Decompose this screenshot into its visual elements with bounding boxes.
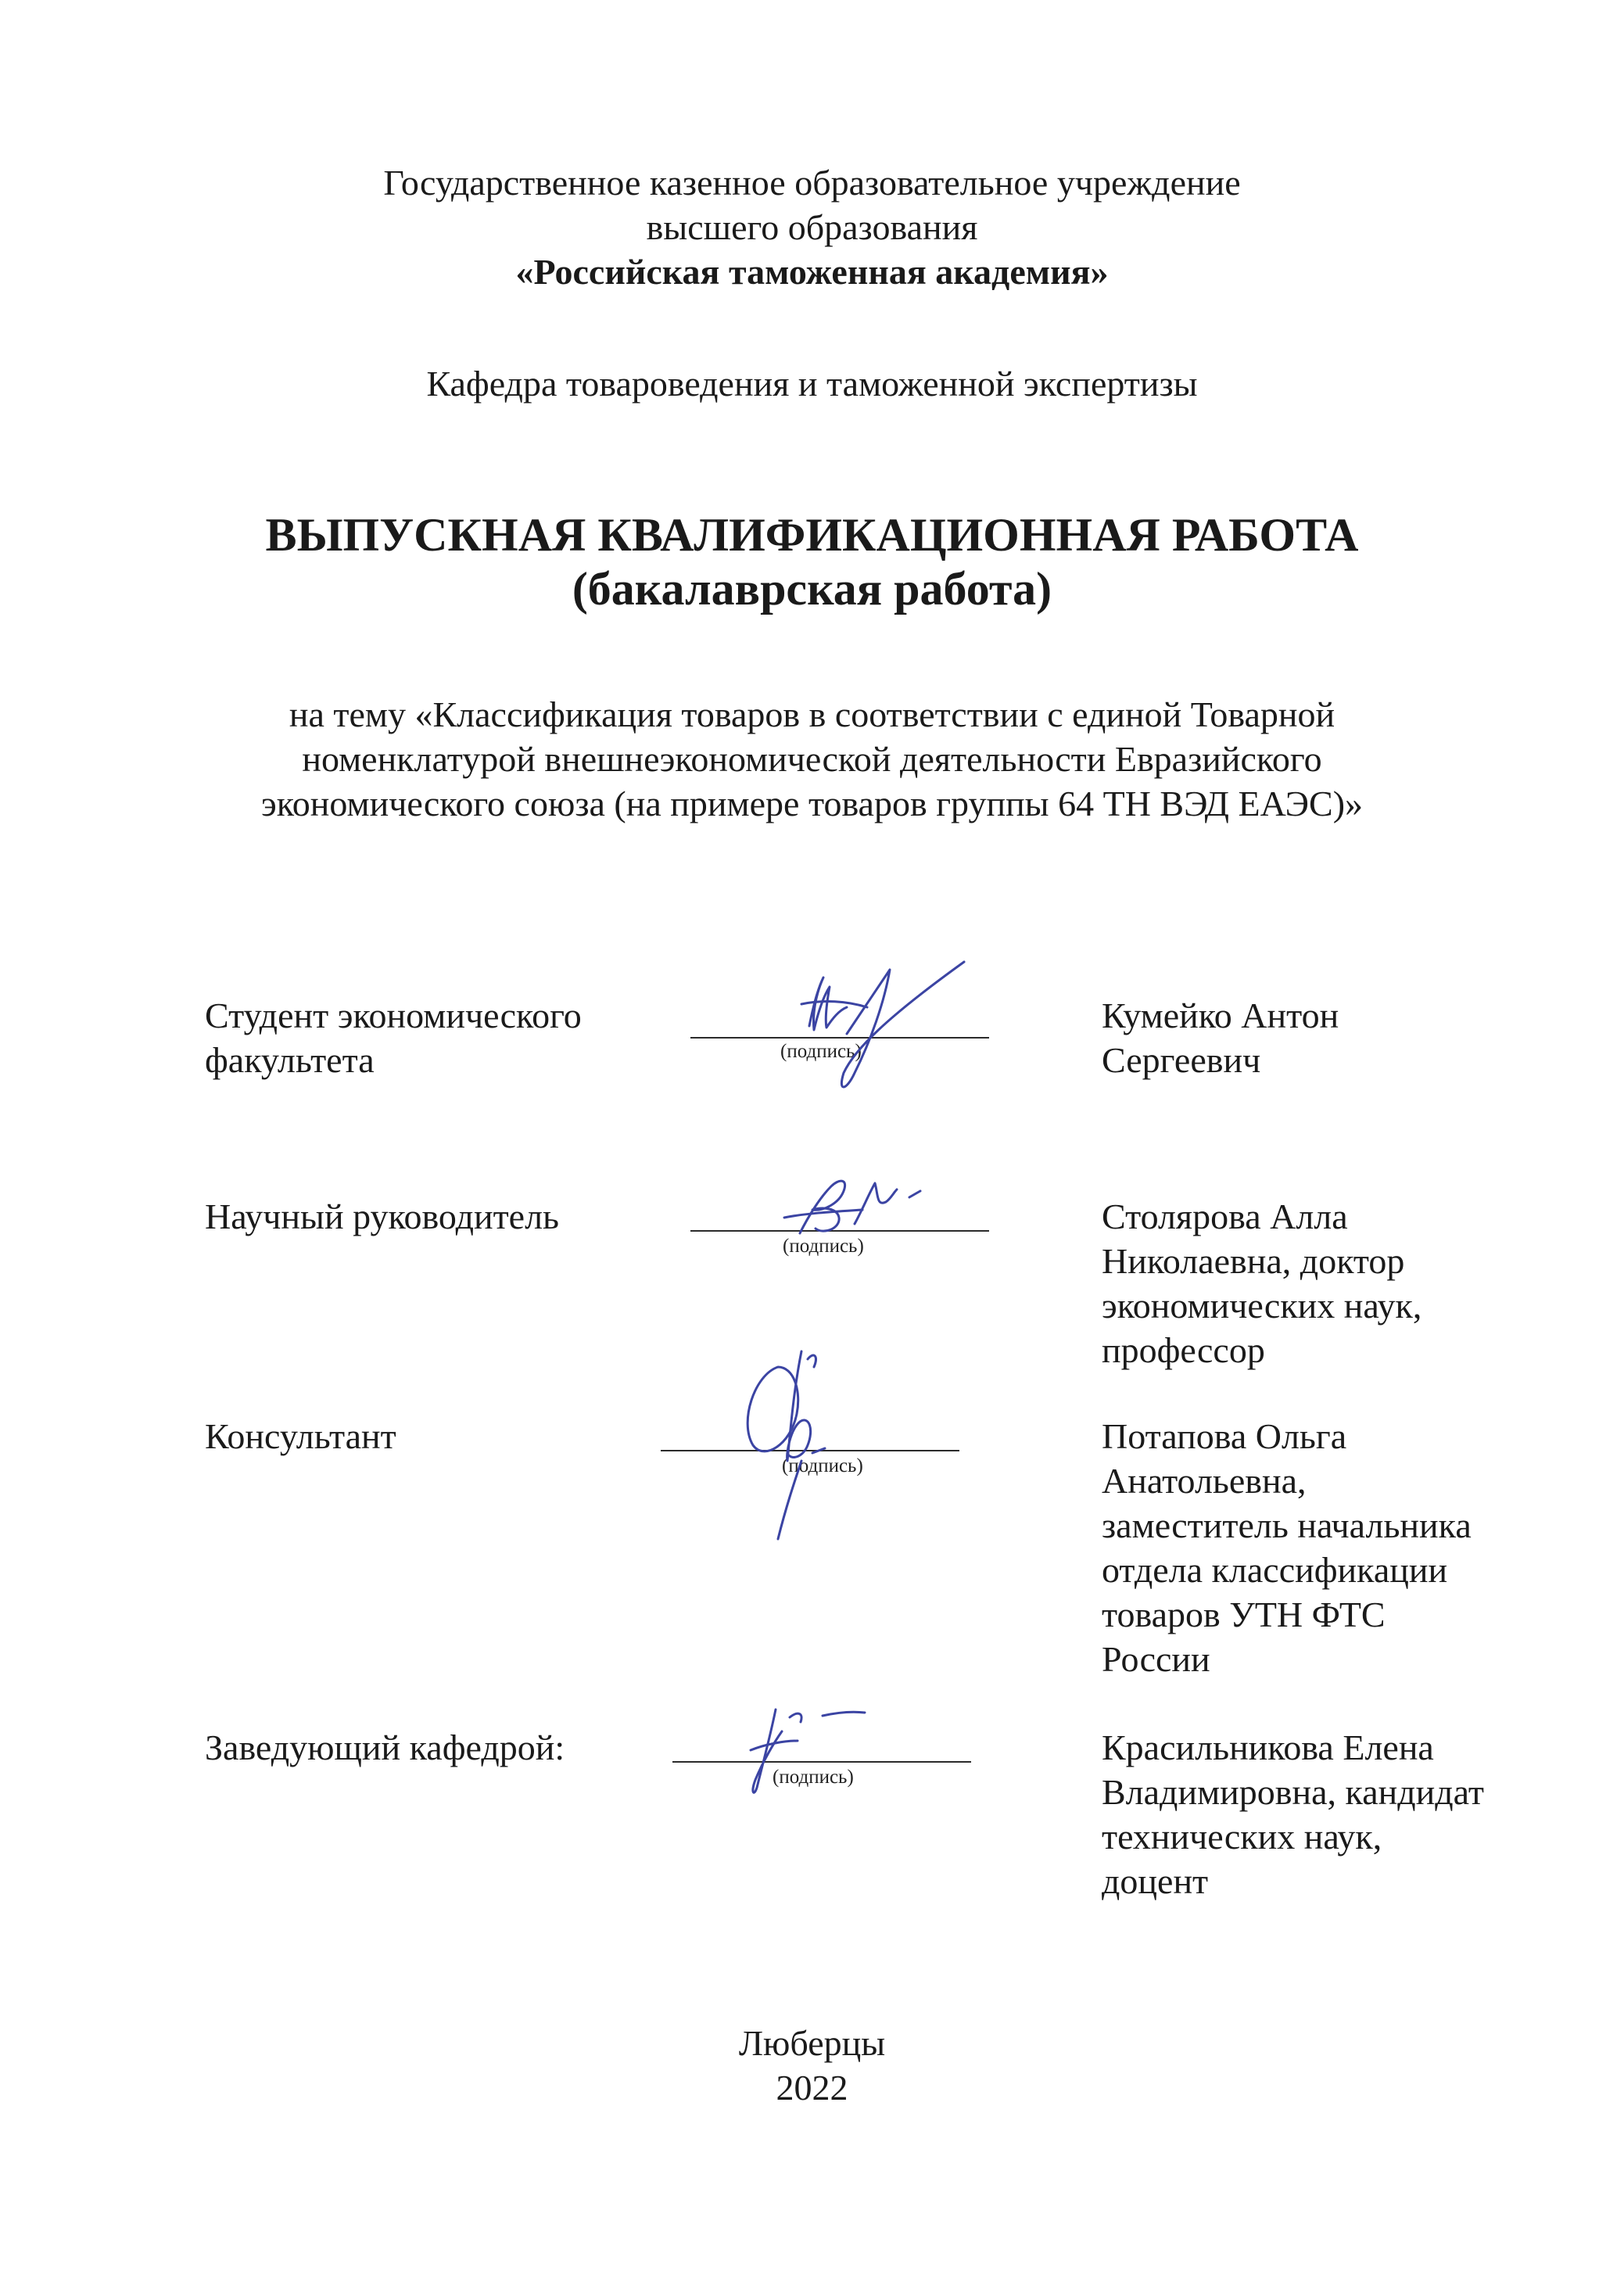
institution-line-2: высшего образования: [646, 207, 978, 247]
institution-line-1: Государственное казенное образовательное учреждение: [383, 163, 1241, 203]
role-label: Научный руководитель: [205, 1196, 560, 1236]
role-label: Студент экономического факультета: [205, 996, 582, 1080]
handwritten-signature: [776, 1163, 925, 1249]
footer: [0, 2021, 1624, 2110]
department: Кафедра товароведения и таможенной экспертизы: [426, 364, 1198, 404]
topic-line-2: номенклатурой внешнеэкономической деятельности Евразийского: [302, 739, 1322, 779]
handwritten-signature: [792, 956, 972, 1112]
signature-field: [672, 1725, 971, 1819]
footer-year: 2022: [776, 2068, 848, 2108]
signature-field: [690, 993, 989, 1087]
signature-field: [661, 1414, 959, 1508]
handwritten-signature: [715, 1336, 864, 1555]
work-title-block: [0, 508, 1624, 616]
signature-caption: (подпись): [773, 1767, 854, 1788]
institution-name: «Российская таможенная академия»: [515, 252, 1109, 292]
person-name: Потапова Ольга Анатольевна, заместитель начальника отдела классификации товаров УТН ФТС России: [1102, 1416, 1472, 1679]
signature-caption: (подпись): [783, 1236, 864, 1257]
person-name: Красильникова Елена Владимировна, кандидат технических наук, доцент: [1102, 1727, 1484, 1901]
role-label: Консультант: [205, 1416, 396, 1456]
role-label: Заведующий кафедрой:: [205, 1727, 565, 1767]
work-topic: [0, 692, 1624, 826]
person-name: Кумейко Антон Сергеевич: [1102, 996, 1339, 1080]
work-title: ВЫПУСКНАЯ КВАЛИФИКАЦИОННАЯ РАБОТА: [265, 509, 1359, 561]
signature-caption: (подпись): [782, 1455, 863, 1476]
signature-field: [690, 1194, 989, 1288]
signature-caption: (подпись): [780, 1041, 862, 1062]
footer-city: Люберцы: [738, 2023, 886, 2063]
work-subtitle: (бакалаврская работа): [572, 563, 1052, 615]
topic-line-1: на тему «Классификация товаров в соответствии с единой Товарной: [289, 694, 1335, 734]
institution-header: [0, 160, 1624, 294]
topic-line-3: экономического союза (на примере товаров группы 64 ТН ВЭД ЕАЭС)»: [260, 784, 1364, 823]
person-name: Столярова Алла Николаевна, доктор экономических наук, профессор: [1102, 1196, 1422, 1370]
handwritten-signature: [719, 1694, 876, 1803]
